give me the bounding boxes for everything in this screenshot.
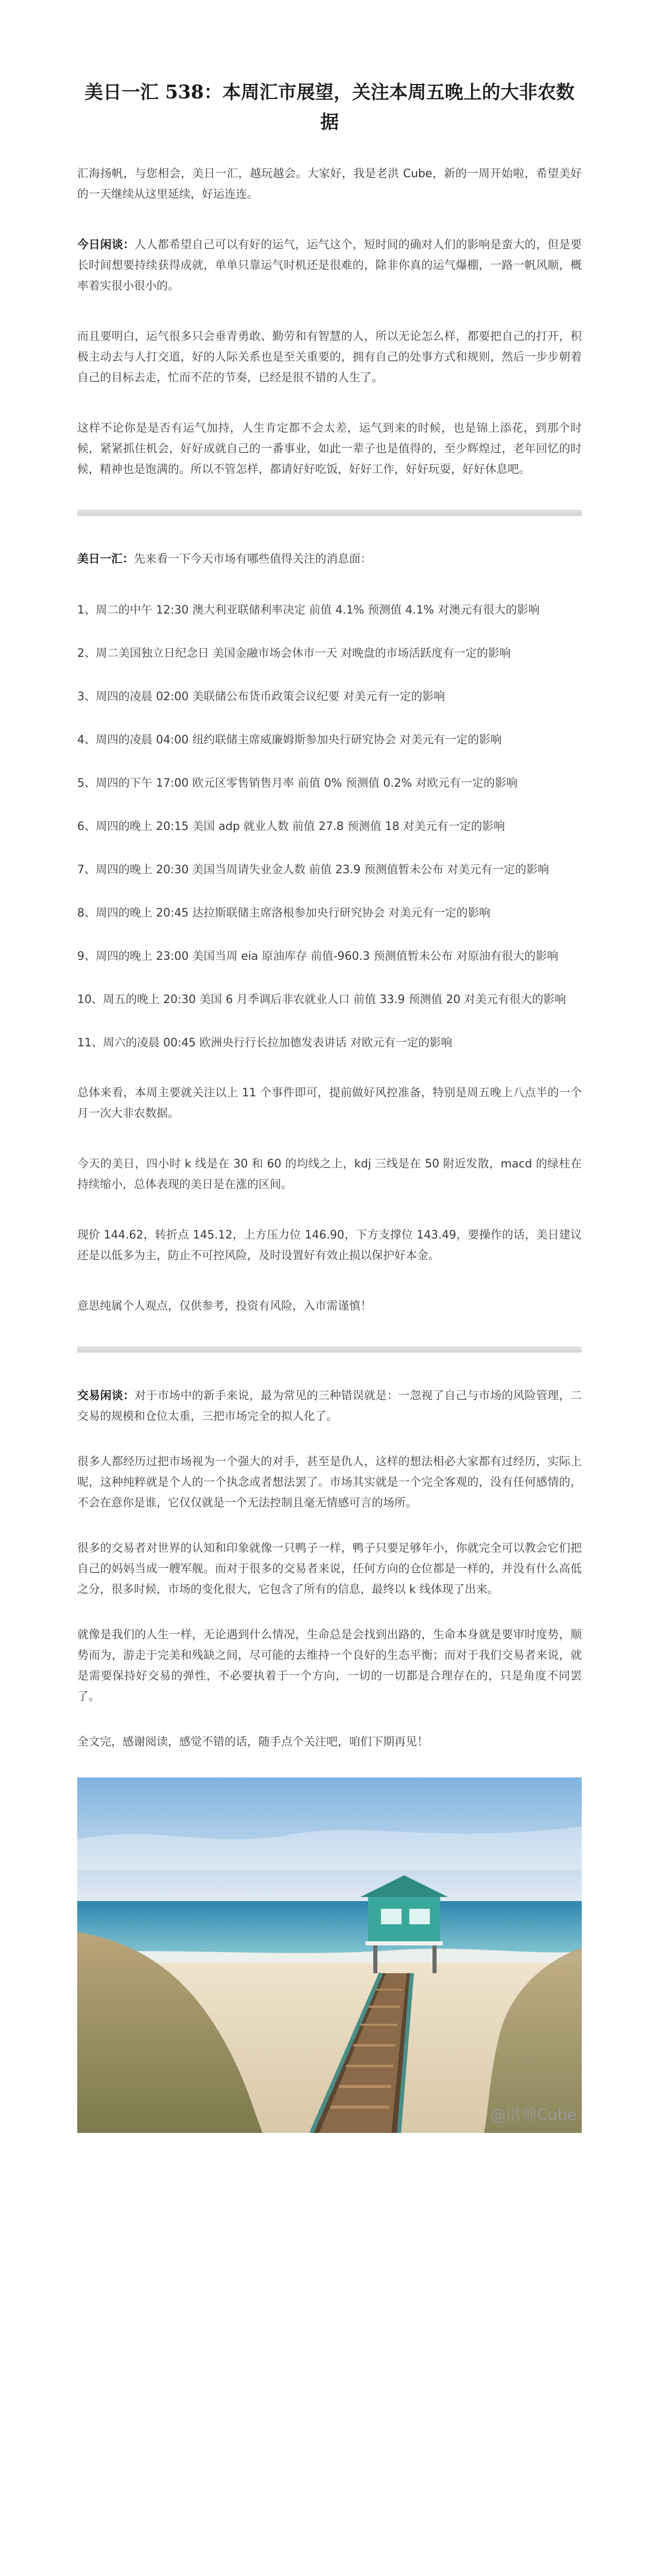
trading-text-1: 对于市场中的新手来说，最为常见的三种错误就是：一忽视了自己与市场的风险管理，二交易的规模和仓位太重，三把市场完全的拟人化了。 [77, 1389, 582, 1423]
event-item-6: 6、周四的晚上 20:15 美国 adp 就业人数 前值 27.8 预测值 18 对美元有一定的影响 [77, 820, 505, 833]
article-title: 美日一汇 538：本周汇市展望，关注本周五晚上的大非农数据 [84, 81, 575, 133]
section-divider-1 [77, 510, 582, 516]
events-label: 美日一汇： [77, 553, 134, 566]
analysis-paragraph-2: 现价 144.62，转折点 145.12，上方压力位 146.90，下方支撑位 143.49，要操作的话，美日建议还是以低多为主，防止不可控风险，及时设置好有效止损以保护好本金。 [77, 1229, 582, 1262]
reading-paragraph-2: 而且要明白，运气很多只会垂青勇敢、勤劳和有智慧的人，所以无论怎么样，都要把自己的打开，积极主动去与人打交道，好的人际关系也是至关重要的，拥有自己的处事方式和规则，然后一步步朝着自己的目标去走，忙而不茫的节奏，已经是很不错的人生了。 [77, 330, 582, 384]
event-item-11: 11、周六的凌晨 00:45 欧洲央行行长拉加德发表讲话 对欧元有一定的影响 [77, 1037, 453, 1049]
events-intro [77, 549, 582, 570]
event-item-7: 7、周四的晚上 20:30 美国当周请失业金人数 前值 23.9 预测值暂未公布 对美元有一定的影响 [77, 863, 549, 876]
event-item-8: 8、周四的晚上 20:45 达拉斯联储主席洛根参加央行研究协会 对美元有一定的影响 [77, 907, 491, 920]
event-item-2: 2、周二美国独立日纪念日 美国金融市场会休市一天 对晚盘的市场活跃度有一定的影响 [77, 647, 511, 660]
event-item-5: 5、周四的下午 17:00 欧元区零售销售月率 前值 0% 预测值 0.2% 对欧元有一定的影响 [77, 777, 518, 790]
summary-paragraph: 总体来看，本周主要就关注以上 11 个事件即可，提前做好风控准备，特别是周五晚上八点半的一个月一次大非农数据。 [77, 1087, 582, 1120]
trading-label: 交易闲谈： [77, 1389, 135, 1402]
event-item-4: 4、周四的凌晨 04:00 纽约联储主席威廉姆斯参加央行研究协会 对美元有一定的影响 [77, 734, 502, 747]
section-divider-2 [77, 1347, 582, 1353]
beach-photo [77, 1777, 582, 2133]
events-intro-text: 先来看一下今天市场有哪些值得关注的消息面： [134, 553, 372, 566]
author-watermark: @洪帅Cube [490, 2106, 577, 2124]
trading-paragraph-1 [77, 1386, 582, 1427]
beach-stairs-image [77, 1777, 582, 2133]
event-item-9: 9、周四的晚上 23:00 美国当周 eia 原油库存 前值-960.3 预测值暂未公布 对原油有很大的影响 [77, 950, 559, 963]
intro-paragraph: 汇海扬帆，与您相会，美日一汇，越玩越会。大家好，我是老洪 Cube，新的一周开始啦，希望美好的一天继续从这里延续，好运连连。 [77, 167, 582, 201]
event-item-10: 10、周五的晚上 20:30 美国 6 月季调后非农就业人口 前值 33.9 预测值 20 对美元有很大的影响 [77, 993, 566, 1006]
trading-paragraph-4: 就像是我们的人生一样，无论遇到什么情况，生命总是会找到出路的，生命本身就是要审时度势，顺势而为，游走于完美和残缺之间，尽可能的去维持一个良好的生态平衡；而对于我们交易者来说，就是需要保持好交易的弹性，不必要执着于一个方向，一切的一切都是合理存在的，只是角度不同罢了。 [77, 1629, 582, 1703]
trading-paragraph-2: 很多人都经历过把市场视为一个强大的对手，甚至是仇人，这样的想法相必大家都有过经历，实际上呢，这种纯粹就是个人的一个执念或者想法罢了。市场其实就是一个完全客观的，没有任何感情的，不会在意你是谁，它仅仅就是一个无法控制且毫无情感可言的场所。 [77, 1455, 582, 1510]
disclaimer-paragraph: 意思纯属个人观点，仅供参考，投资有风险，入市需谨慎！ [77, 1300, 372, 1313]
reading-text-1: 人人都希望自己可以有好的运气，运气这个，短时间的确对人们的影响是蛮大的，但是要长时间想要持续获得成就，单单只靠运气时机还是很难的，除非你真的运气爆棚，一路一帆风顺，概率着实很小很小的。 [77, 239, 582, 293]
analysis-paragraph-1: 今天的美日，四小时 k 线是在 30 和 60 的均线之上，kdj 三线是在 50 附近发散，macd 的绿柱在持续缩小，总体表现的美日是在涨的区间。 [77, 1158, 582, 1191]
reading-paragraph-1 [77, 235, 582, 297]
reading-label: 今日闲谈： [77, 239, 135, 251]
trading-paragraph-3: 很多的交易者对世界的认知和印象就像一只鸭子一样，鸭子只要足够年小，你就完全可以教会它们把自己的妈妈当成一艘军舰。而对于很多的交易者来说，任何方向的仓位都是一样的，并没有什么高低之分，很多时候，市场的变化很大，它包含了所有的信息，最终以 k 线体现了出来。 [77, 1542, 582, 1596]
event-item-3: 3、周四的凌晨 02:00 美联储公布货币政策会议纪要 对美元有一定的影响 [77, 690, 445, 703]
event-list [77, 600, 582, 1054]
reading-paragraph-3: 这样不论你是是否有运气加持，人生肯定都不会太差，运气到来的时候，也是锦上添花，到那个时候，紧紧抓住机会，好好成就自己的一番事业，如此一辈子也是值得的，至少辉煌过，老年回忆的时候，精神也是饱满的。所以不管怎样，都请好好吃饭，好好工作，好好玩耍，好好休息吧。 [77, 422, 582, 476]
event-item-1: 1、周二的中午 12:30 澳大利亚联储利率决定 前值 4.1% 预测值 4.1% 对澳元有很大的影响 [77, 604, 540, 617]
closing-paragraph: 全文完，感谢阅读，感觉不错的话，随手点个关注吧，咱们下期再见！ [77, 1736, 429, 1749]
